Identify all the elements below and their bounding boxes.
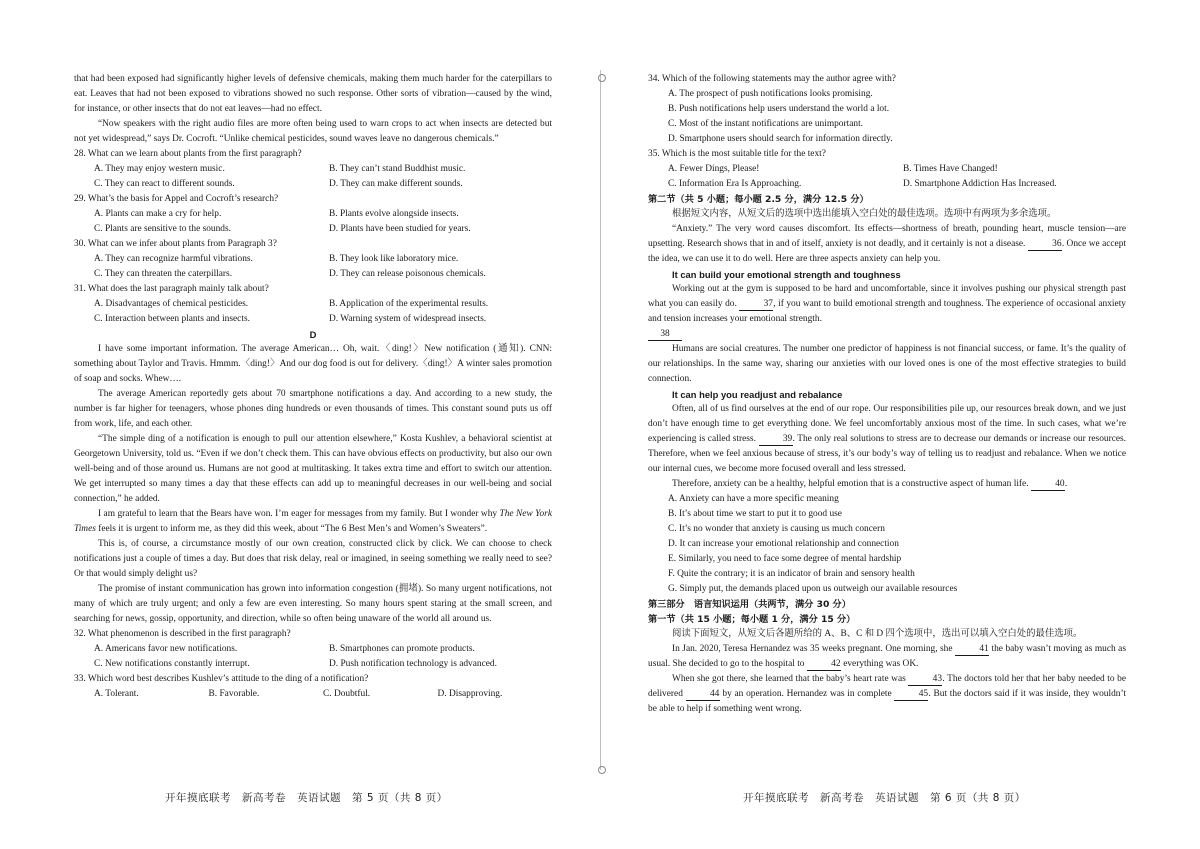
option: G. Simply put, the demands placed upon us outweigh our available resources <box>668 584 958 594</box>
text: I am grateful to learn that the Bears have won. I’m eager for messages from my family. But I wonder why <box>98 509 500 519</box>
question-33: 33. Which word best describes Kushlev’s attitude to the ding of a notification? <box>74 674 369 684</box>
question-31-options <box>74 297 552 312</box>
text: . The doctors told her that her baby needed to be delivered <box>648 674 1127 699</box>
blank-37[interactable]: 37 <box>739 299 773 311</box>
option: C. New notifications constantly interrupt. <box>94 659 250 669</box>
option: A. The prospect of push notifications looks promising. <box>668 89 873 99</box>
option: A. Plants can make a cry for help. <box>94 209 222 219</box>
passage-c-paragraph: “Now speakers with the right audio files are more often being used to warn crops to act when insects are detected but not yet widespread,” says Dr. Cocroft. “Unlike chemical pesticides, sound waves leave no dangerous chemicals.” <box>74 119 552 144</box>
text: When she got there, she learned that the baby’s heart rate was <box>672 674 906 684</box>
section-instructions: 阅读下面短文，从短文后各题所给的 A、B、C 和 D 四个选项中，选出可以填入空白处的最佳选项。 <box>672 629 1083 639</box>
subheading: It can build your emotional strength and toughness <box>672 269 901 280</box>
gap-fill-paragraph: Therefore, anxiety can be a healthy, helpful emotion that is a constructive aspect of human life. 40. <box>672 479 1068 489</box>
option: A. They can recognize harmful vibrations. <box>94 254 253 264</box>
cloze-paragraph <box>648 642 1126 672</box>
question-32-options <box>74 642 552 657</box>
option: B. Plants evolve alongside insects. <box>329 209 459 219</box>
page-footer-right: 开年摸底联考 新高考卷 英语试题 第 6 页（共 8 页） <box>743 792 1026 804</box>
option: E. Similarly, you need to face some degree of mental hardship <box>668 554 902 564</box>
gap-fill-paragraph <box>648 222 1126 267</box>
passage-c-paragraph: that had been exposed had significantly higher levels of defensive chemicals, making them much harder for the caterpillars to eat. Leaves that had not been exposed to vibrations showed no such response. Other sorts of vibration—caused by the wind, for instance, or other insects that do not eat leaves—had no effect. <box>74 74 552 114</box>
option: A. Anxiety can have a more specific meaning <box>668 494 839 504</box>
passage-d-heading: D <box>309 329 317 340</box>
option: D. Smartphone Addiction Has Increased. <box>903 179 1057 189</box>
question-28-options <box>74 177 552 192</box>
question-33-options <box>74 687 552 702</box>
blank-38[interactable]: 38 <box>648 329 682 341</box>
blank-41[interactable]: 41 <box>955 644 989 656</box>
option: B. Favorable. <box>208 689 260 699</box>
option: F. Quite the contrary; it is an indicator of brain and sensory health <box>668 569 915 579</box>
passage-d-paragraph <box>74 507 552 537</box>
option: C. Doubtful. <box>323 689 371 699</box>
gap-fill-paragraph <box>648 402 1126 477</box>
option: B. Push notifications help users understand the world a lot. <box>668 104 890 114</box>
gap-fill-paragraph <box>648 282 1126 327</box>
passage-d-paragraph: The average American reportedly gets about 70 smartphone notifications a day. And according to a new study, the number is far higher for teenagers, whose phones ding hundreds or even thousands of times. This constant sound puts us off from work, life, and each other. <box>74 389 552 429</box>
option: D. Smartphone users should search for information directly. <box>668 134 893 144</box>
question-29: 29. What’s the basis for Appel and Cocroft’s research? <box>74 194 279 204</box>
option: B. They look like laboratory mice. <box>329 254 459 264</box>
right-page <box>648 72 1126 717</box>
text: Often, all of us find ourselves at the end of our rope. Our responsibilities pile up, our resources break down, and we just don’t have enough time to get everything done. We feel uncomfortably anxious most of the time. In such cases, what we’re experiencing is called stress. <box>648 404 1126 444</box>
text: . But the doctors said if it was inside, they wouldn’t be able to help if something went wrong. <box>648 689 1126 714</box>
cloze-paragraph <box>648 672 1126 717</box>
text: , if you want to build emotional strength and toughness. The experience of occasional anxiety and tension increases your emotional strength. <box>648 299 1126 324</box>
gap-fill-line <box>648 327 1126 342</box>
blank-43[interactable]: 43 <box>908 674 942 686</box>
section-instructions: 根据短文内容，从短文后的选项中选出能填入空白处的最佳选项。选项中有两项为多余选项。 <box>672 209 1057 219</box>
option: C. They can react to different sounds. <box>94 179 235 189</box>
option: C. It’s no wonder that anxiety is causing us much concern <box>668 524 885 534</box>
passage-d-paragraph: I have some important information. The average American… Oh, wait.〈ding!〉New notification (通知). CNN: something about Taylor and Travis. Hmmm.〈ding!〉And our dog food is out for delivery.〈ding!〉A winter sales promotion of soap and socks. Whew…. <box>74 344 552 384</box>
text: . The only real solutions to stress are to decrease our demands or increase our resources. Therefore, when we feel anxious because of stress, it’s our body’s way of telling us to readjust and rebalance. When we notice our internal cues, we become more focused overall and less stressed. <box>648 434 1127 474</box>
option: D. They can release poisonous chemicals. <box>329 269 486 279</box>
option: D. Disapproving. <box>437 689 503 699</box>
option: B. It’s about time we start to put it to good use <box>668 509 842 519</box>
blank-44[interactable]: 44 <box>686 689 720 701</box>
text: Therefore, anxiety can be a healthy, helpful emotion that is a constructive aspect of human life. <box>672 479 1029 489</box>
option: C. They can threaten the caterpillars. <box>94 269 233 279</box>
text: everything was OK. <box>843 659 919 669</box>
gap-fill-paragraph: Humans are social creatures. The number one predictor of happiness is not financial success, or fame. It’s the quality of our relationships. In the same way, sharing our anxieties with our loved ones is one of the most effective strategies to build connection. <box>648 344 1126 384</box>
question-31: 31. What does the last paragraph mainly talk about? <box>74 284 269 294</box>
question-35: 35. Which is the most suitable title for the text? <box>648 149 826 159</box>
blank-40[interactable]: 40 <box>1031 479 1065 491</box>
question-32: 32. What phenomenon is described in the first paragraph? <box>74 629 291 639</box>
newspaper-title: The New York Times <box>74 509 552 534</box>
section-2-title: 第二节（共 5 小题；每小题 2.5 分，满分 12.5 分） <box>648 194 869 205</box>
option: A. Tolerant. <box>94 689 139 699</box>
option: D. They can make different sounds. <box>329 179 463 189</box>
passage-d-paragraph: This is, of course, a circumstance mostly of our own creation, constructed click by click. We can choose to check notifications just a couple of times a day. But does that risk delay, real or imagined, in seeing something we really need to see? Or that would simply delight us? <box>74 539 552 579</box>
option: A. They may enjoy western music. <box>94 164 225 174</box>
option: D. Warning system of widespread insects. <box>329 314 487 324</box>
blank-39[interactable]: 39 <box>759 434 793 446</box>
option: B. Times Have Changed! <box>903 164 998 174</box>
binding-hole-bottom <box>598 766 606 774</box>
text: the baby wasn’t moving as much as usual. She decided to go to the hospital to <box>648 644 1126 669</box>
option: A. Disadvantages of chemical pesticides. <box>94 299 249 309</box>
question-35-options <box>648 177 1126 192</box>
text: Working out at the gym is supposed to be hard and uncomfortable, since it involves pushing our physical strength past what you can easily do. <box>648 284 1126 309</box>
question-29-options <box>74 222 552 237</box>
page-divider <box>600 70 601 770</box>
option: B. They can’t stand Buddhist music. <box>329 164 466 174</box>
text: . Once we accept the idea, we can use it to do well. Here are three aspects anxiety can help you. <box>648 239 1127 264</box>
option: C. Information Era Is Approaching. <box>668 179 802 189</box>
question-29-options <box>74 207 552 222</box>
subheading: It can help you readjust and rebalance <box>672 389 843 400</box>
option: B. Smartphones can promote products. <box>329 644 475 654</box>
blank-36[interactable]: 36 <box>1028 239 1062 251</box>
question-28: 28. What can we learn about plants from the first paragraph? <box>74 149 302 159</box>
passage-d-paragraph: “The simple ding of a notification is enough to pull our attention elsewhere,” Kosta Kushlev, a behavioral scientist at Georgetown University, told us. “Even if we don’t check them. This can have obvious effects on productivity, but also our own well-being and of those around us. Humans are not good at multitasking. It takes extra time and effort to switch our attention. We get interrupted so many times a day that these effects can add up to meaningful decreases in our well-being and social connection,” he added. <box>74 434 552 504</box>
option: C. Most of the instant notifications are unimportant. <box>668 119 864 129</box>
option: A. Americans favor new notifications. <box>94 644 238 654</box>
question-30-options <box>74 267 552 282</box>
text: In Jan. 2020, Teresa Hernandez was 35 weeks pregnant. One morning, she <box>672 644 953 654</box>
option: B. Application of the experimental results. <box>329 299 489 309</box>
part-3-section-1-title: 第一节（共 15 小题；每小题 1 分，满分 15 分） <box>648 614 856 625</box>
option: A. Fewer Dings, Please! <box>668 164 760 174</box>
left-page <box>74 72 552 702</box>
binding-hole-top <box>598 74 606 82</box>
option: D. Plants have been studied for years. <box>329 224 471 234</box>
text: feels it is urgent to inform me, as they did this week, about “The 6 Best Men’s and Women’s Sweaters”. <box>95 524 488 534</box>
question-35-options <box>648 162 1126 177</box>
question-32-options <box>74 657 552 672</box>
passage-d-paragraph: The promise of instant communication has grown into information congestion (拥堵). So many urgent notifications, not many of which are truly urgent; and only a few are even interesting. So many hours spent staring at the small screen, and searching for news, gossip, opportunity, and direction, while so often being unaware of the world all around us. <box>74 584 552 624</box>
text: by an operation. Hernandez was in complete <box>722 689 892 699</box>
question-34: 34. Which of the following statements may the author agree with? <box>648 74 896 84</box>
blank-45[interactable]: 45 <box>894 689 928 701</box>
blank-42[interactable]: 42 <box>807 659 841 671</box>
question-31-options <box>74 312 552 327</box>
text: “Anxiety.” The very word causes discomfort. Its effects—shortness of breath, pounding heart, muscle tension—are upsetting. Research shows that in and of itself, anxiety is not deadly, and it certainly is not a disease. <box>648 224 1126 249</box>
option: D. Push notification technology is advanced. <box>329 659 497 669</box>
option: C. Plants are sensitive to the sounds. <box>94 224 231 234</box>
option: C. Interaction between plants and insects. <box>94 314 250 324</box>
question-28-options <box>74 162 552 177</box>
part-3-title: 第三部分 语言知识运用（共两节，满分 30 分） <box>648 599 851 610</box>
option: D. It can increase your emotional relationship and connection <box>668 539 899 549</box>
question-30-options <box>74 252 552 267</box>
question-30: 30. What can we infer about plants from Paragraph 3? <box>74 239 277 249</box>
page-footer-left: 开年摸底联考 新高考卷 英语试题 第 5 页（共 8 页） <box>165 792 448 804</box>
